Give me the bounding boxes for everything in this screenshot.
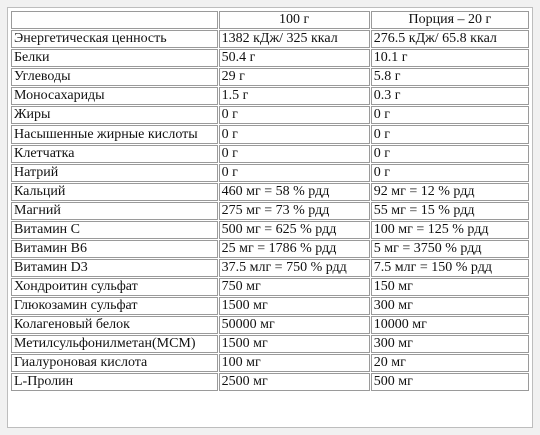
table-row [11, 278, 529, 296]
table-row [11, 316, 529, 334]
table-row [11, 335, 529, 353]
value-per-serving: 7.5 млг = 150 % рдд [371, 259, 529, 277]
content-frame [7, 7, 533, 428]
value-per-100g: 460 мг = 58 % рдд [219, 183, 370, 201]
value-per-100g: 0 г [219, 106, 370, 124]
value-per-100g: 100 мг [219, 354, 370, 372]
value-per-100g: 1.5 г [219, 87, 370, 105]
value-per-100g: 275 мг = 73 % рдд [219, 202, 370, 220]
table-row [11, 125, 529, 144]
value-per-serving: 5.8 г [371, 68, 529, 86]
value-per-100g: 500 мг = 625 % рдд [219, 221, 370, 239]
value-per-serving: 92 мг = 12 % рдд [371, 183, 529, 201]
nutrition-table [10, 10, 530, 392]
header-cell-per-serving: Порция – 20 г [371, 11, 529, 29]
table-row [11, 87, 529, 105]
value-per-100g: 50000 мг [219, 316, 370, 334]
table-row [11, 202, 529, 220]
value-per-serving: 10000 мг [371, 316, 529, 334]
nutrient-name: Насышенные жирные кислоты [11, 125, 218, 144]
nutrient-name: Метилсульфонилметан(МСМ) [11, 335, 218, 353]
header-cell-empty [11, 11, 218, 29]
nutrient-name: Жиры [11, 106, 218, 124]
table-row [11, 240, 529, 258]
value-per-serving: 300 мг [371, 297, 529, 315]
nutrient-name: Энергетическая ценность [11, 30, 218, 48]
value-per-100g: 0 г [219, 164, 370, 182]
table-row [11, 183, 529, 201]
value-per-serving: 0 г [371, 125, 529, 144]
value-per-100g: 50.4 г [219, 49, 370, 67]
nutrient-name: Гиалуроновая кислота [11, 354, 218, 372]
value-per-100g: 1500 мг [219, 335, 370, 353]
table-row [11, 68, 529, 86]
table-row [11, 164, 529, 182]
nutrient-name: Белки [11, 49, 218, 67]
value-per-serving: 150 мг [371, 278, 529, 296]
value-per-serving: 0 г [371, 164, 529, 182]
table-row [11, 49, 529, 67]
value-per-100g: 0 г [219, 145, 370, 163]
table-row [11, 145, 529, 163]
table-row [11, 30, 529, 48]
table-row [11, 297, 529, 315]
value-per-serving: 0.3 г [371, 87, 529, 105]
nutrient-name: Натрий [11, 164, 218, 182]
table-row [11, 106, 529, 124]
nutrient-name: Витамин С [11, 221, 218, 239]
value-per-100g: 1382 кДж/ 325 ккал [219, 30, 370, 48]
table-row [11, 221, 529, 239]
nutrient-name: Углеводы [11, 68, 218, 86]
value-per-100g: 29 г [219, 68, 370, 86]
value-per-serving: 55 мг = 15 % рдд [371, 202, 529, 220]
nutrient-name: Витамин D3 [11, 259, 218, 277]
value-per-100g: 25 мг = 1786 % рдд [219, 240, 370, 258]
value-per-100g: 1500 мг [219, 297, 370, 315]
value-per-100g: 37.5 млг = 750 % рдд [219, 259, 370, 277]
nutrient-name: Моносахариды [11, 87, 218, 105]
nutrient-name: Колагеновый белок [11, 316, 218, 334]
nutrient-name: Магний [11, 202, 218, 220]
table-row [11, 259, 529, 277]
nutrient-name: Хондроитин сульфат [11, 278, 218, 296]
value-per-serving: 5 мг = 3750 % рдд [371, 240, 529, 258]
value-per-serving: 10.1 г [371, 49, 529, 67]
nutrient-name: Кальций [11, 183, 218, 201]
value-per-serving: 0 г [371, 145, 529, 163]
value-per-100g: 0 г [219, 125, 370, 144]
header-cell-per-100g: 100 г [219, 11, 370, 29]
value-per-serving: 0 г [371, 106, 529, 124]
value-per-serving: 300 мг [371, 335, 529, 353]
nutrient-name: Глюкозамин сульфат [11, 297, 218, 315]
value-per-serving: 500 мг [371, 373, 529, 391]
value-per-serving: 20 мг [371, 354, 529, 372]
value-per-100g: 2500 мг [219, 373, 370, 391]
table-header-row [11, 11, 529, 29]
value-per-serving: 100 мг = 125 % рдд [371, 221, 529, 239]
table-row [11, 354, 529, 372]
value-per-100g: 750 мг [219, 278, 370, 296]
value-per-serving: 276.5 кДж/ 65.8 ккал [371, 30, 529, 48]
nutrient-name: Клетчатка [11, 145, 218, 163]
nutrient-name: L-Пролин [11, 373, 218, 391]
nutrient-name: Витамин В6 [11, 240, 218, 258]
table-row [11, 373, 529, 391]
